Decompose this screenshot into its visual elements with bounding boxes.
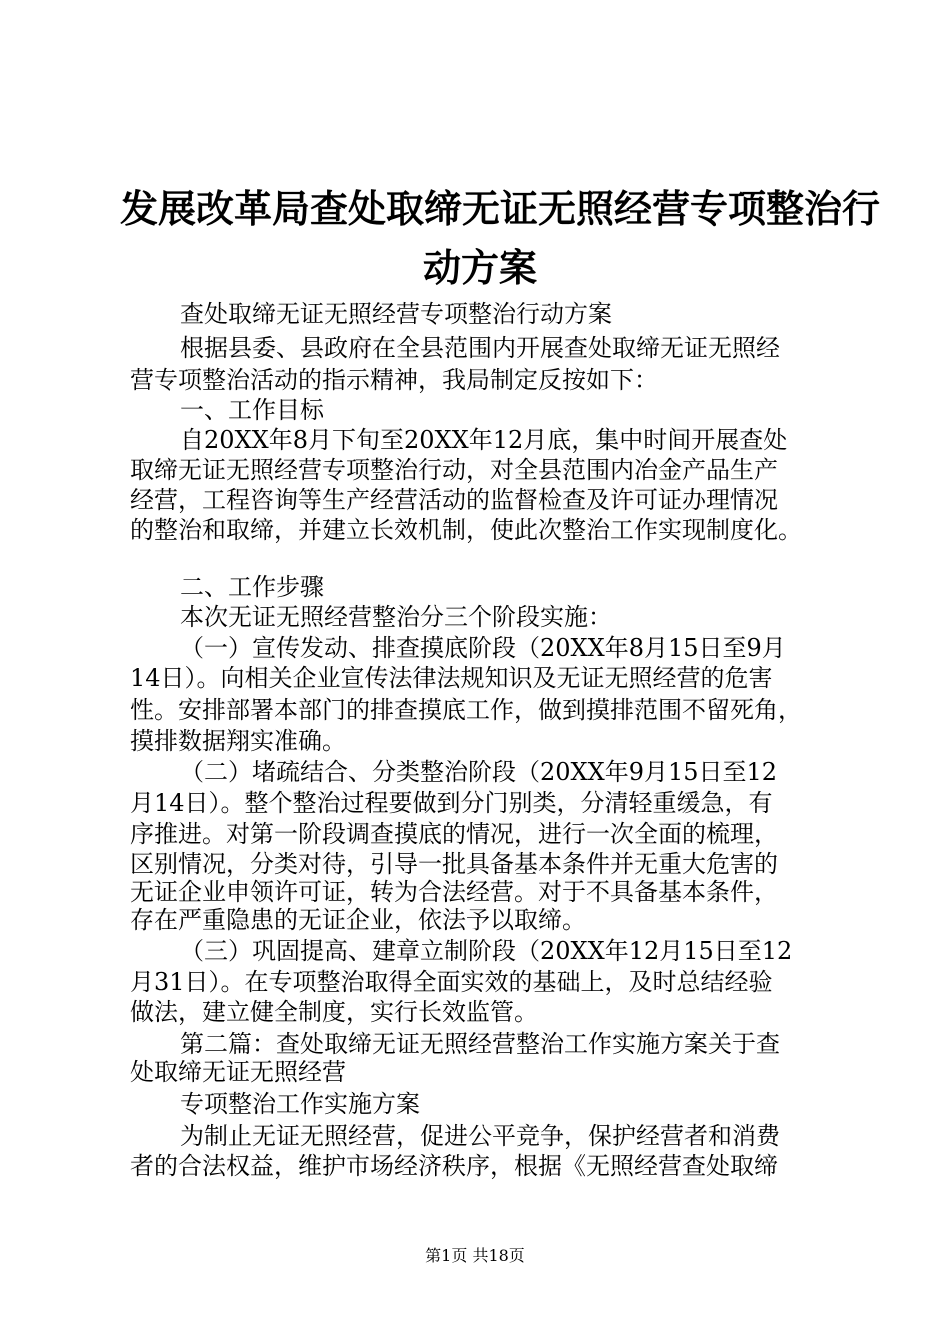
section-heading: 处取缔无证无照经营 (130, 1058, 346, 1086)
paragraph-line: 区别情况，分类对待，引导一批具备基本条件并无重大危害的 (130, 850, 778, 878)
paragraph-line: 序推进。对第一阶段调查摸底的情况，进行一次全面的梳理， (130, 820, 778, 848)
paragraph-line: 性。安排部署本部门的排查摸底工作，做到摸排范围不留死角， (130, 696, 802, 724)
paragraph-line: 的整治和取缔，并建立长效机制，使此次整治工作实现制度化。 (130, 516, 802, 544)
section-heading: 一、工作目标 (180, 396, 324, 424)
section-heading: 第二篇：查处取缔无证无照经营整治工作实施方案关于查 (180, 1030, 780, 1058)
paragraph-line: 根据县委、县政府在全县范围内开展查处取缔无证无照经 (180, 334, 780, 362)
paragraph-line: 存在严重隐患的无证企业，依法予以取缔。 (130, 906, 586, 934)
paragraph-line: 月14日）。整个整治过程要做到分门别类，分清轻重缓急，有 (130, 789, 773, 817)
paragraph-line: 为制止无证无照经营，促进公平竞争，保护经营者和消费 (180, 1122, 780, 1150)
subtitle-line: 查处取缔无证无照经营专项整治行动方案 (180, 300, 612, 328)
paragraph-line: 14日）。向相关企业宣传法律法规知识及无证无照经营的危害 (130, 664, 773, 692)
paragraph-line: 专项整治工作实施方案 (180, 1090, 420, 1118)
paragraph-line: 做法，建立健全制度，实行长效监管。 (130, 998, 538, 1026)
paragraph-line: 摸排数据翔实准确。 (130, 727, 346, 755)
paragraph-line: 者的合法权益，维护市场经济秩序，根据《无照经营查处取缔 (130, 1152, 778, 1180)
paragraph-line: （三）巩固提高、建章立制阶段（20XX年12月15日至12 (180, 937, 793, 965)
paragraph-line: 经营，工程咨询等生产经营活动的监督检查及许可证办理情况 (130, 486, 778, 514)
paragraph-line: 无证企业申领许可证，转为合法经营。对于不具备基本条件， (130, 878, 778, 906)
paragraph-line: 本次无证无照经营整治分三个阶段实施： (180, 603, 612, 631)
paragraph-line: （二）堵疏结合、分类整治阶段（20XX年9月15日至12 (180, 758, 778, 786)
document-title-line-2: 动方案 (422, 245, 537, 290)
page-footer: 第1页 共18页 (425, 1246, 525, 1265)
paragraph-line: （一）宣传发动、排查摸底阶段（20XX年8月15日至9月 (180, 634, 786, 662)
paragraph-line: 取缔无证无照经营专项整治行动，对全县范围内冶金产品生产 (130, 456, 778, 484)
paragraph-line: 自20XX年8月下旬至20XX年12月底，集中时间开展查处 (180, 426, 788, 454)
paragraph-line: 月31日）。在专项整治取得全面实效的基础上，及时总结经验 (130, 968, 773, 996)
section-heading: 二、工作步骤 (180, 573, 324, 601)
paragraph-line: 营专项整治活动的指示精神，我局制定反按如下： (130, 366, 658, 394)
document-title-line-1: 发展改革局查处取缔无证无照经营专项整治行 (120, 186, 881, 231)
